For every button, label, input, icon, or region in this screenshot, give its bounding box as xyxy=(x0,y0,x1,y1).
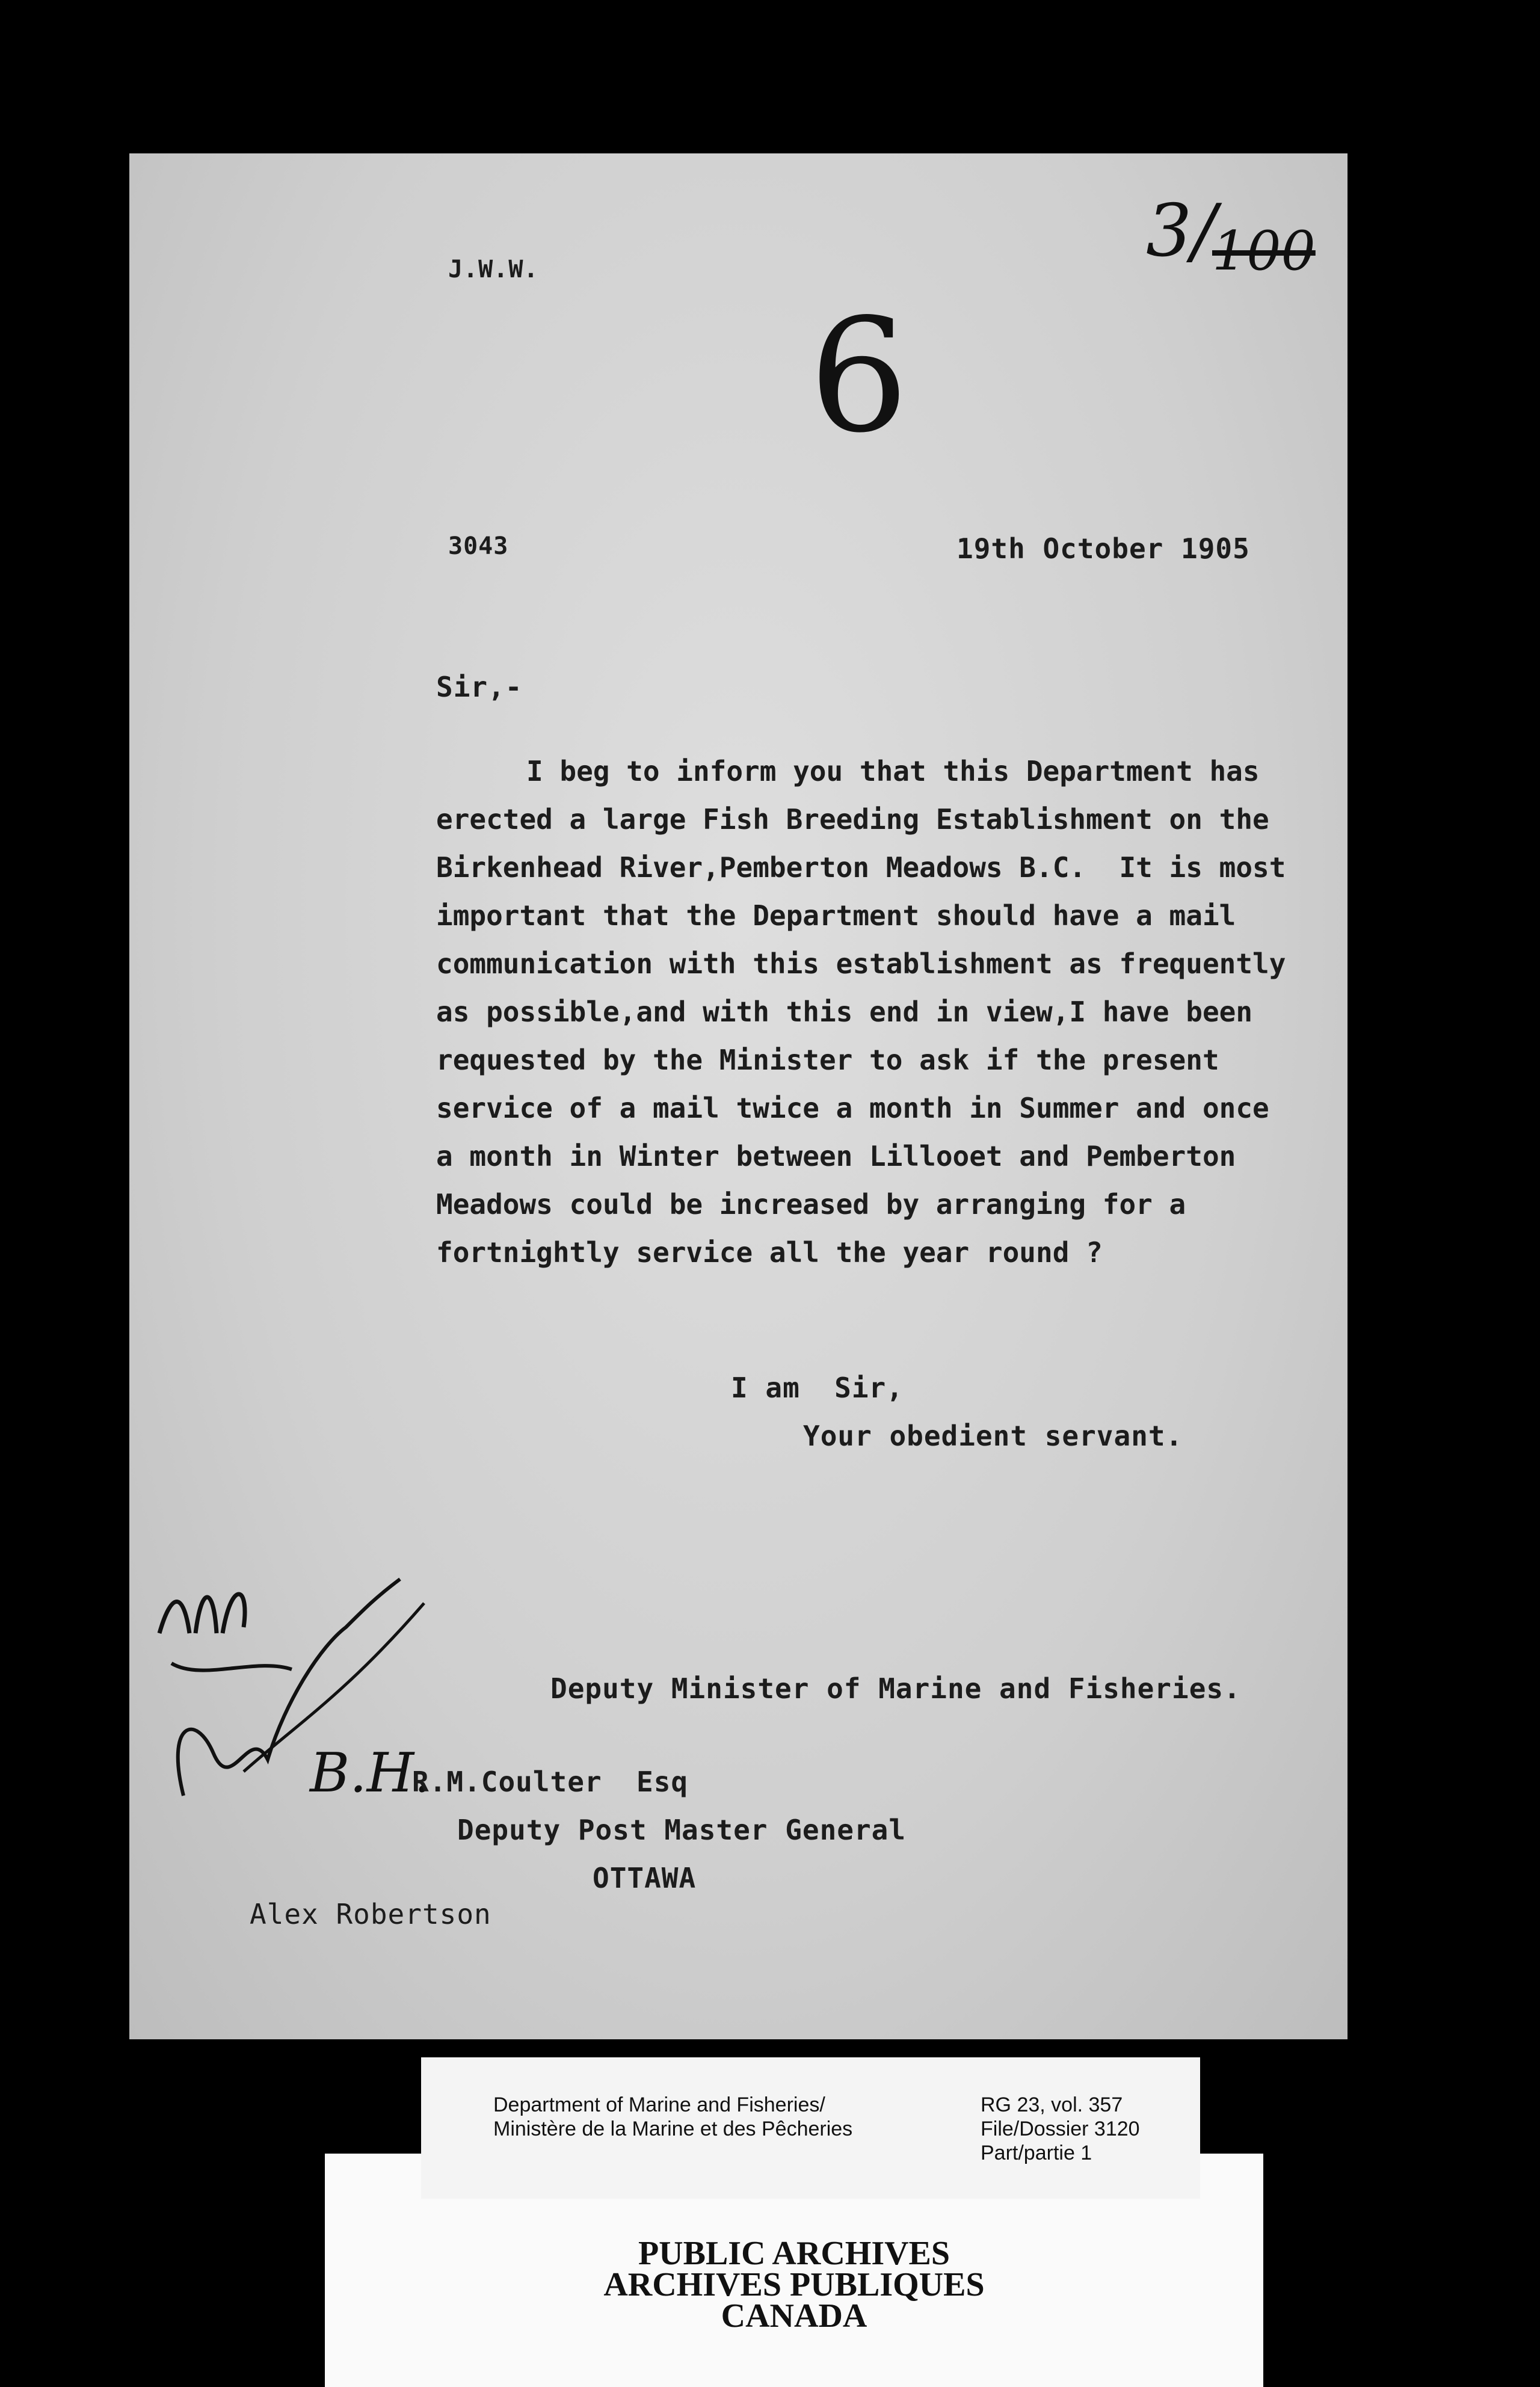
typed-name: Alex Robertson xyxy=(250,1898,491,1930)
handwritten-initials: B.H. xyxy=(310,1742,431,1805)
addressee-name: R.M.Coulter Esq xyxy=(412,1766,689,1798)
handwritten-corner-number: 3/ xyxy=(1146,189,1216,273)
label-dept-fr: Ministère de la Marine et des Pêcheries xyxy=(493,2118,853,2140)
handwritten-signature-scrawl xyxy=(147,1543,460,1856)
label-dept-en: Department of Marine and Fisheries/ xyxy=(493,2093,825,2116)
body-line: erected a large Fish Breeding Establishment on the xyxy=(436,803,1269,836)
body-line: communication with this establishment as frequently xyxy=(436,947,1286,980)
stamp-line-2: ARCHIVES PUBLIQUES xyxy=(603,2266,985,2303)
closing-line-1: I am Sir, xyxy=(731,1372,904,1404)
salutation: Sir,- xyxy=(436,671,523,703)
stamp-line-3: CANADA xyxy=(721,2297,867,2335)
body-line: Meadows could be increased by arranging for a xyxy=(436,1188,1186,1221)
typist-initials: J.W.W. xyxy=(448,256,539,283)
body-line: important that the Department should have a mail xyxy=(436,899,1236,932)
letter-date: 19th October 1905 xyxy=(956,532,1250,565)
label-part: Part/partie 1 xyxy=(981,2142,1092,2164)
addressee-city: OTTAWA xyxy=(593,1862,697,1894)
body-line: service of a mail twice a month in Summer and once xyxy=(436,1092,1269,1124)
body-line: a month in Winter between Lillooet and Pemberton xyxy=(436,1140,1236,1172)
body-line: as possible,and with this end in view,I have been xyxy=(436,996,1253,1028)
letter-page xyxy=(129,153,1348,2039)
archive-label xyxy=(421,2057,1200,2199)
closing-line-2: Your obedient servant. xyxy=(803,1420,1183,1452)
body-line: fortnightly service all the year round ? xyxy=(436,1236,1103,1269)
signatory-title: Deputy Minister of Marine and Fisheries. xyxy=(550,1672,1241,1705)
label-rg: RG 23, vol. 357 xyxy=(981,2093,1123,2116)
file-number: 3043 xyxy=(448,532,509,560)
body-line: Birkenhead River,Pemberton Meadows B.C. It is most xyxy=(436,851,1286,884)
handwritten-page-number: 6 xyxy=(809,286,909,467)
body-line: I beg to inform you that this Department has xyxy=(526,755,1260,787)
label-file: File/Dossier 3120 xyxy=(981,2118,1140,2140)
stamp-line-1: PUBLIC ARCHIVES xyxy=(638,2235,950,2272)
struck-corner-number: 100 xyxy=(1212,220,1316,283)
addressee-title: Deputy Post Master General xyxy=(457,1814,907,1846)
body-line: requested by the Minister to ask if the present xyxy=(436,1044,1219,1076)
